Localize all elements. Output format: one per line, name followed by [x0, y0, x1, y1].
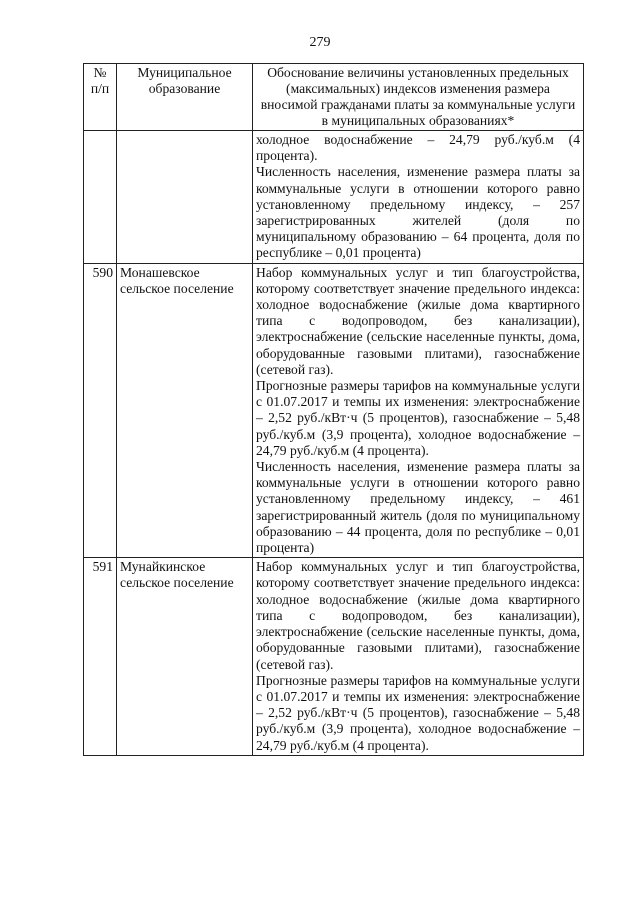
row-number: 591	[84, 558, 117, 755]
paragraph: Набор коммунальных услуг и тип благоустройства, которому соответствует значение предельного индекса: холодное водоснабжение (жилые дома квартирного типа с водопроводом, без канализации), электроснабжение (сельские населенные пункты, дома, оборудованные газовыми плитами), газоснабжение (сетевой газ).	[256, 264, 580, 377]
header-justification: Обоснование величины установленных предельных (максимальных) индексов изменения размера вносимой гражданами платы за коммунальные услуги в муниципальных образованиях*	[253, 64, 584, 131]
table-row	[84, 558, 584, 755]
row-justification	[253, 131, 584, 264]
paragraph: Прогнозные размеры тарифов на коммунальные услуги с 01.07.2017 и темпы их изменения: электроснабжение – 2,52 руб./кВт·ч (5 процентов), газоснабжение – 5,48 руб./куб.м (3,9 процента), холодное водоснабжение – 24,79 руб./куб.м (4 процента).	[256, 672, 580, 753]
page-number: 279	[309, 35, 331, 50]
row-justification	[253, 263, 584, 558]
row-number	[84, 131, 117, 264]
paragraph: Прогнозные размеры тарифов на коммунальные услуги с 01.07.2017 и темпы их изменения: электроснабжение – 2,52 руб./кВт·ч (5 процентов), газоснабжение – 5,48 руб./куб.м (3,9 процента), холодное водоснабжение – 24,79 руб./куб.м (4 процента).	[256, 378, 580, 458]
row-number: 590	[84, 263, 117, 558]
table-row	[84, 263, 584, 558]
row-municipality: Мунайкинское сельское поселение	[117, 558, 253, 755]
paragraph: холодное водоснабжение – 24,79 руб./куб.м (4 процента).	[256, 132, 580, 164]
paragraph: Численность населения, изменение размера платы за коммунальные услуги в отношении которого равно установленному предельному индексу, – 461 зарегистрированный житель (доля по муниципальному образованию – 44 процента, доля по республике – 0,01 процента)	[256, 459, 580, 556]
header-municipality: Муниципальное образование	[117, 64, 253, 131]
row-justification	[253, 558, 584, 755]
paragraph: Набор коммунальных услуг и тип благоустройства, которому соответствует значение предельного индекса: холодное водоснабжение (жилые дома квартирного типа с водопроводом, без канализации), электроснабжение (сельские населенные пункты, дома, оборудованные газовыми плитами), газоснабжение (сетевой газ).	[256, 559, 580, 672]
paragraph: Численность населения, изменение размера платы за коммунальные услуги в отношении которого равно установленному предельному индексу, – 257 зарегистрированных жителей (доля по муниципальному образованию – 64 процента, доля по республике – 0,01 процента)	[256, 164, 580, 261]
tariff-table	[83, 63, 584, 756]
table-header-row	[84, 64, 584, 131]
header-number: № п/п	[84, 64, 117, 131]
row-municipality: Монашевское сельское поселение	[117, 263, 253, 558]
table-row	[84, 131, 584, 264]
row-municipality	[117, 131, 253, 264]
